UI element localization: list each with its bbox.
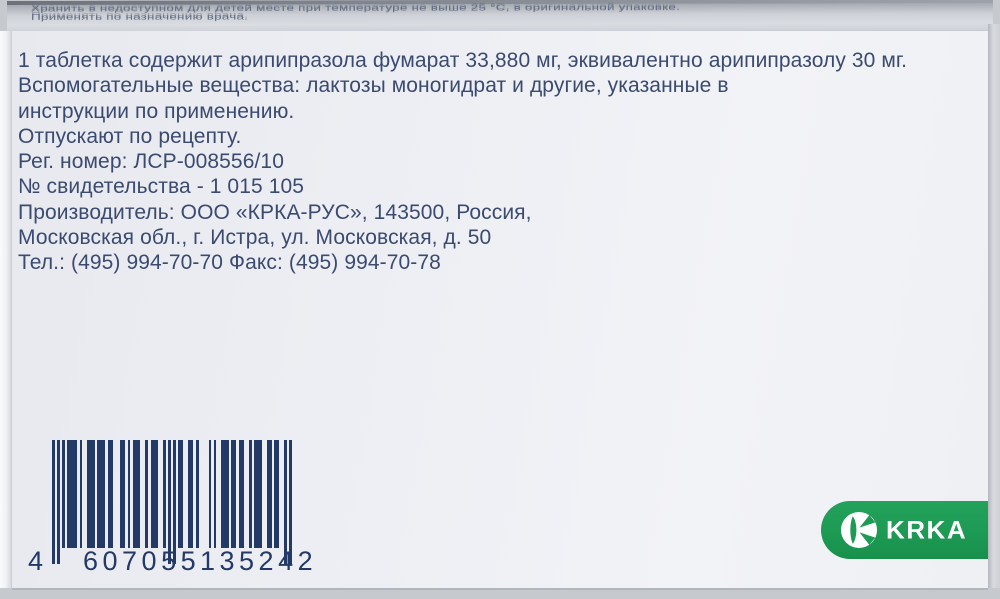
- barcode-bar: [274, 440, 279, 548]
- barcode-bar: [249, 440, 252, 548]
- krka-logo-icon: [840, 511, 878, 549]
- barcode-bar: [120, 440, 125, 548]
- barcode-bar: [145, 440, 148, 548]
- barcode-bar: [52, 440, 55, 564]
- barcode-bar: [254, 440, 262, 548]
- barcode-bar: [188, 440, 193, 548]
- ean13-barcode: [28, 440, 328, 590]
- barcode-first-digit: 4: [28, 546, 44, 576]
- text-line: Отпускают по рецепту.: [18, 124, 242, 148]
- barcode-bar: [80, 440, 83, 548]
- text-line: № свидетельства - 1 015 105: [18, 175, 305, 199]
- krka-logo-band: [821, 501, 988, 559]
- text-line: 1 таблетка содержит арипипразола фумарат 33,880 мг, эквивалентно арипипразолу 30 мг.: [18, 49, 908, 72]
- barcode-bar: [209, 440, 212, 548]
- box-top-flap: [7, 0, 993, 32]
- flap-storage-text: [31, 3, 791, 21]
- barcode-bar: [62, 440, 65, 548]
- box-front-face: [12, 31, 988, 590]
- barcode-bar: [214, 440, 217, 548]
- barcode-bar: [239, 440, 244, 548]
- text-line: Вспомогательные вещества: лактозы моногидрат и другие, указанные в: [18, 74, 729, 98]
- text-line: Тел.: (495) 994-70-70 Факс: (495) 994-70-78: [18, 251, 441, 275]
- barcode-bar: [108, 440, 113, 548]
- flap-text-line: Хранить в недоступном для детей месте при температуре не выше 25 °C, в оригинальной упаковке.: [31, 3, 681, 14]
- barcode-bar: [163, 440, 166, 548]
- text-line: инструкции по применению.: [18, 99, 295, 123]
- text-line: Московская обл., г. Истра, ул. Московская, д. 50: [18, 226, 492, 250]
- barcode-bar: [57, 440, 60, 564]
- barcode-bar: [196, 440, 199, 548]
- barcode-bar: [67, 440, 77, 548]
- barcode-bar: [87, 440, 95, 548]
- barcode-bar: [97, 440, 105, 548]
- text-line: Производитель: ООО «КРКА-РУС», 143500, Россия,: [18, 200, 532, 224]
- barcode-bar: [267, 440, 272, 548]
- barcode-bar: [221, 440, 229, 548]
- barcode-digit-group-1: 607055: [83, 546, 201, 576]
- krka-wordmark: KRKA: [886, 515, 968, 544]
- text-line: Рег. номер: ЛСР-008556/10: [18, 150, 284, 174]
- composition-text: [18, 48, 907, 276]
- barcode-bar: [133, 440, 141, 548]
- flap-text-line: Применять по назначению врача.: [31, 12, 249, 22]
- barcode-digit-group-2: 135242: [200, 546, 318, 576]
- barcode-bar: [178, 440, 183, 548]
- box-right-side: [988, 24, 1000, 588]
- barcode-bar: [128, 440, 131, 548]
- barcode-bar: [151, 440, 159, 548]
- barcode-bar: [231, 440, 236, 548]
